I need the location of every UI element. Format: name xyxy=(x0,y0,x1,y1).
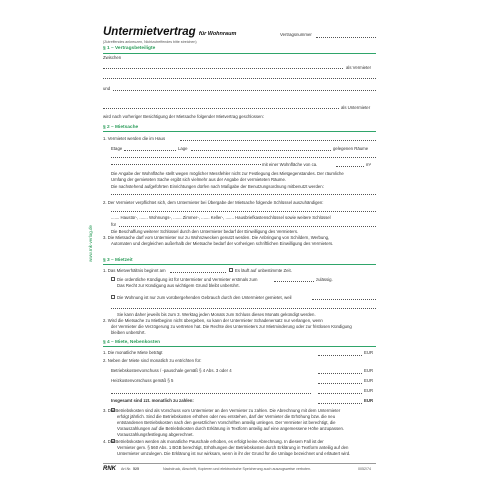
artno-value: 525 xyxy=(133,467,139,471)
opt1-label: Die ordentliche Kündigung ist für Untermieter und Vermieter erstmals zum xyxy=(117,277,258,282)
s4-p4b: Vermieter gem. § 560 Abs. 1 BGB berechtigt, Erhöhungen der Betriebskosten durch Erklärung in Textform anteilig auf den xyxy=(117,445,349,450)
qm-label: m² xyxy=(366,162,372,167)
lage-field[interactable] xyxy=(191,150,331,151)
rent-eur: EUR xyxy=(364,350,374,355)
sum-field[interactable] xyxy=(318,403,362,404)
temporary-checkbox[interactable] xyxy=(111,295,115,299)
sum-eur: EUR xyxy=(364,398,374,403)
section-1-heading: § 1 – Vertragsbeteiligte xyxy=(103,46,156,51)
landlord-address-field[interactable] xyxy=(103,78,376,79)
s2-p1d: Die nachstehend aufgeführten Einrichtungen dürfen nach Maßgabe der Benutzungsordnung mitbenutzt werden: xyxy=(111,184,324,189)
landlord-name-field[interactable] xyxy=(103,68,343,69)
extra-cost-field[interactable] xyxy=(111,393,311,394)
keys-field[interactable] xyxy=(111,211,376,212)
contract-no-field[interactable] xyxy=(316,37,376,38)
extra-cost-amount-field[interactable] xyxy=(318,393,362,394)
s4-p1: 1. Die monatliche Miete beträgt xyxy=(103,350,163,355)
s4-p4: 4. Die Betriebskosten werden als monatliche Pauschale erhoben, es erfolgt keine Abrechnung. In diesem Fall ist der xyxy=(103,439,324,444)
etage-label: Etage xyxy=(111,146,123,151)
als-vermieter-label: als Vermieter xyxy=(346,65,372,70)
document-title xyxy=(103,26,236,38)
extra-eur: EUR xyxy=(364,388,374,393)
side-url: www.rnk-verlag.de xyxy=(88,224,93,262)
keys-line: ....... Haustür-, ....... Wohnungs-, ....... Zimmer-, ....... Keller-, ....... Hausbriefkastenschlüssel sowie weitere Schlüssel xyxy=(111,215,331,220)
footer xyxy=(103,466,375,473)
section-4-heading: § 4 – Miete, Nebenkosten xyxy=(103,340,161,345)
wohnflaeche-label: mit einer Wohnfläche von ca. xyxy=(262,162,318,167)
s2-p3b: Automaten und dergleichen außerhalb der Mietsache bedarf der vorherigen schriftlichen Einwilligung des Vermieters. xyxy=(111,241,334,246)
s4-p3e: Vorauszahlungsfestlegung abgerechnet. xyxy=(117,432,194,437)
s2-p2: 2. Der Vermieter verpflichtet sich, dem Untermieter bei Übergabe der Mietsache folgende Schlüssel auszuhändigen: xyxy=(103,200,324,205)
s2-p1: 1. Vermietet werden die im Haus xyxy=(103,136,166,141)
opt2-label: Die Wohnung ist nur zum vorübergehenden Gebrauch durch den Untermieter gemietet, weil xyxy=(117,295,292,300)
section-2-heading: § 2 – Mietsache xyxy=(103,125,139,130)
s3-p2c: bleiben unberührt. xyxy=(111,330,146,335)
s4-p3c: entstandenen Betriebskosten nach den gesetzlichen Vorschriften anteilig umlegen. Der Vermieter ist berechtigt, die xyxy=(117,420,336,425)
opt1b-label: Das Recht zur Kündigung aus wichtigem Grund bleibt unberührt. xyxy=(117,283,240,288)
s4-p3b: erfolgt jährlich. Sind die Betriebskosten erhöhen oder neu entstehen, darf der Vermieter die Erhöhung bzw. die neu xyxy=(117,414,336,419)
contract-no-label: Vertragsnummer xyxy=(280,32,312,37)
rooms-field[interactable] xyxy=(111,157,376,158)
hk-field[interactable] xyxy=(318,383,362,384)
artno-label: Art.Nr. xyxy=(121,467,132,471)
section-3-heading: § 3 – Mietzeit xyxy=(103,258,133,263)
s3-note: Sie kann daher jeweils bis zum 3. Werktag jeden Monats zum Schluss dieses Monats gekündigt werden. xyxy=(117,312,316,317)
tenant-name-field[interactable] xyxy=(113,90,376,91)
house-field[interactable] xyxy=(180,140,376,141)
start-date-field[interactable] xyxy=(170,272,226,273)
kuendigung-checkbox[interactable] xyxy=(111,277,115,281)
s4-p3d: Vorauszahlungen auf die Betriebskosten durch Erklärung in Textform anteilig auf eine angemessene Höhe anzupassen. xyxy=(117,426,345,431)
bk-label: Betriebskostenvorschuss / -pauschale gemäß § 4 Abs. 3 oder 4 xyxy=(111,368,232,373)
subtitle-text: für Wohnraum xyxy=(198,31,237,37)
unbestimmt-checkbox[interactable] xyxy=(229,268,233,272)
tenant-address-field[interactable] xyxy=(103,108,339,109)
s4-p3: 3. Die Betriebskosten sind als Vorschuss vom Untermieter an den Vermieter zu zahlen. Die Abrechnung mit dem Untermieter xyxy=(103,408,341,413)
lage-label: Lage xyxy=(178,146,188,151)
header-note: (Zutreffendes ankreuzen, Nichtzutreffendes bitte streichen) xyxy=(103,40,197,44)
fuer-label: für xyxy=(111,222,117,227)
s2-p1b: Die Angabe der Wohnfläche stellt wegen möglicher Messfehler nicht zur Festlegung des Mietgegenstandes. Der räumliche xyxy=(111,171,344,176)
first-termination-field[interactable] xyxy=(274,281,314,282)
zwischen-label: Zwischen xyxy=(103,55,122,60)
s2-p1c: Umfang der gemieteten Sache ergibt sich vielmehr aus der Angabe der vermieteten Räume. xyxy=(111,177,287,182)
gelegenen-label: gelegenen Räume xyxy=(333,146,369,151)
rent-field[interactable] xyxy=(318,355,362,356)
sum-label: Insgesamt sind zzt. monatlich zu zahlen: xyxy=(111,398,194,403)
s2-p3: 3. Die Mietsache darf vom Untermieter nur zu Wohnzwecken genutzt werden. Die Anbringung von Schildern, Werbung, xyxy=(103,235,330,240)
etage-field[interactable] xyxy=(124,150,176,151)
s2-p2b: Die Beschaffung weiterer Schlüssel durch den Untermieter bedarf der Einwilligung des Vermieters. xyxy=(111,229,299,234)
rnk-logo: RNK xyxy=(103,466,116,472)
area-field[interactable] xyxy=(336,166,364,167)
s3-p2: 2. Wird die Mietsache zu Mietbeginn nicht übergeben, so kann der Untermieter Schadenersatz nur verlangen, wenn xyxy=(103,318,323,323)
footer-rights: Nachdruck, Abschrift, Kopieren und elektronische Speicherung auch auszugsweise verboten. xyxy=(163,467,312,471)
zulaessig-label: zulässig. xyxy=(316,277,333,282)
temporary-reason-field[interactable] xyxy=(312,299,376,300)
s3-p1: 1. Das Mietverhältnis beginnt am xyxy=(103,268,166,273)
bk-field[interactable] xyxy=(318,373,362,374)
s4-p2: 2. Neben der Miete sind monatlich zu entrichten für: xyxy=(103,358,202,363)
unbestimmt-label: Es läuft auf unbestimmte Zeit. xyxy=(235,268,292,273)
bk-eur: EUR xyxy=(364,368,374,373)
hk-label: Heizkostenvorschuss gemäß § 5 xyxy=(111,378,174,383)
als-untermieter-label: als Untermieter xyxy=(341,105,371,110)
section-1-closing: wird nach vorheriger Besichtigung der Mietsache folgender Mietvertrag geschlossen: xyxy=(103,114,264,119)
facilities-field[interactable] xyxy=(111,194,376,195)
title-text: Untermietvertrag xyxy=(103,26,196,38)
rooms-field-2[interactable] xyxy=(111,164,261,165)
hk-eur: EUR xyxy=(364,378,374,383)
keys-for-field[interactable] xyxy=(119,226,376,227)
und-label: und xyxy=(103,86,111,91)
s4-p4c: Untermieter umzulegen. Die Erklärung ist nur wirksam, wenn in ihr der Grund für die Umlage bezeichnet und erläutert wird. xyxy=(117,451,351,456)
s3-p2b: der Vermieter die Verzögerung zu vertreten hat. Die Rechte des Untermieters zur Mietminderung oder zur fristlosen Kündigung xyxy=(111,324,352,329)
temporary-reason-field-2[interactable] xyxy=(111,308,376,309)
footer-code: 0052/74 xyxy=(358,467,371,471)
